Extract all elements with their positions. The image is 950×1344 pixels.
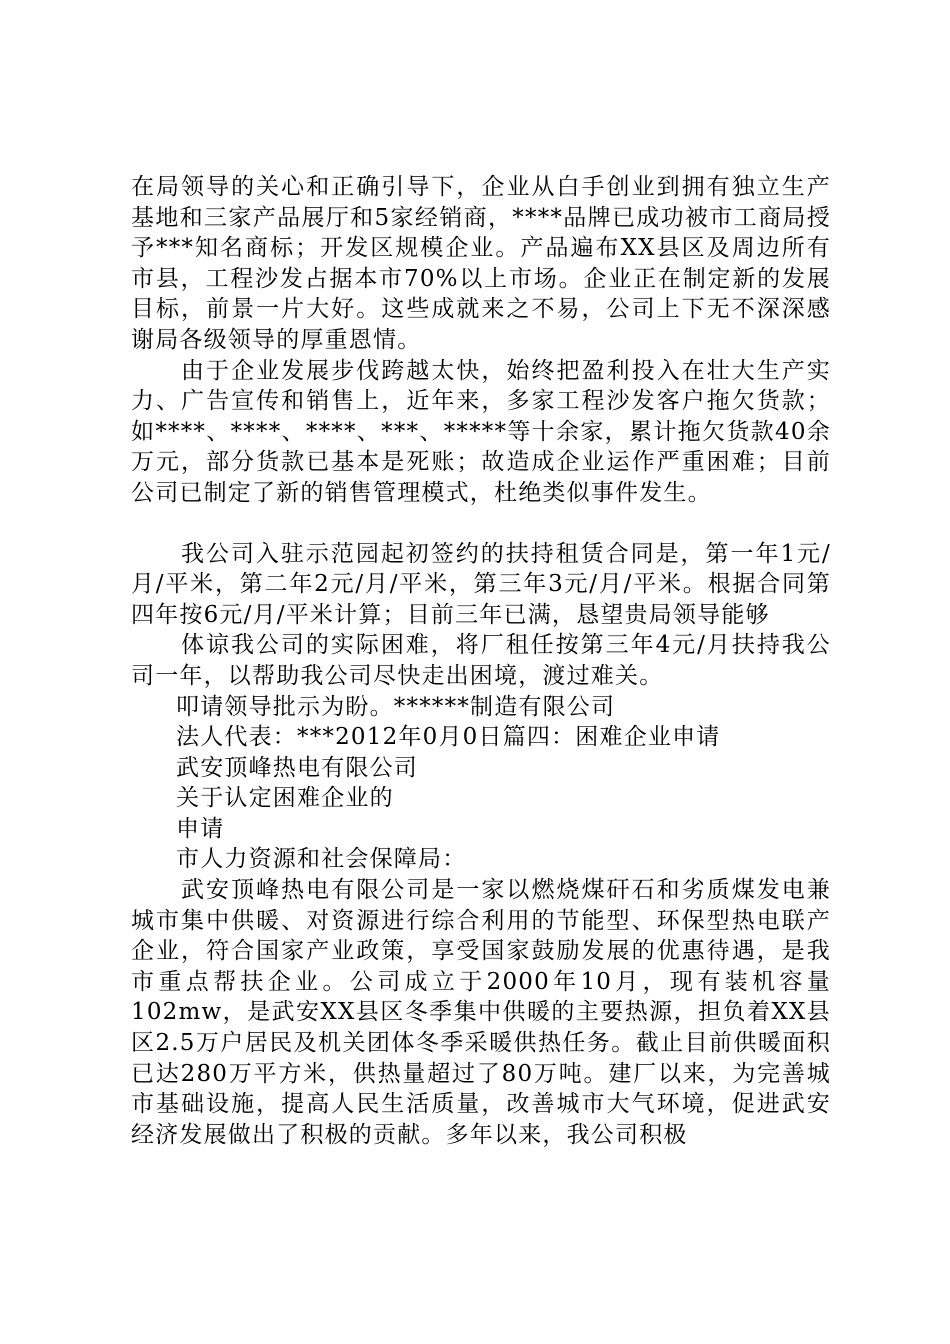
paragraph-request: 体谅我公司的实际困难，将厂租任按第三年4元/月扶持我公司一年，以帮助我公司尽快走出困境，渡过难关。: [131, 632, 831, 689]
document-body: [131, 172, 831, 1150]
closing-line: 叩请领导批示为盼。******制造有限公司: [176, 693, 616, 720]
paragraph-company-intro: 武安顶峰热电有限公司是一家以燃烧煤矸石和劣质煤发电兼城市集中供暖、对资源进行综合利用的节能型、环保型热电联产企业，符合国家产业政策，享受国家鼓励发展的优惠待遇，是我市重点帮扶企业。公司成立于2000年10月，现有装机容量102mw，是武安XX县区冬季集中供暖的主要热源，担负着XX县区2.5万户居民及机关团体冬季采暖供热任务。截止目前供暖面积已达280万平方米，供热量超过了80万吨。建厂以来，为完善城市基础设施，提高人民生活质量，改善城市大气环境，促进武安经济发展做出了积极的贡献。多年以来，我公司积极: [131, 877, 831, 1148]
company-name-line: 武安顶峰热电有限公司: [176, 754, 418, 781]
addressee-line: 市人力资源和社会保障局：: [176, 846, 467, 873]
paragraph-arrears: 由于企业发展步伐跨越太快，始终把盈利投入在壮大生产实力、广告宣传和销售上，近年来，多家工程沙发客户拖欠货款；如****、****、****、***、*****等十余家，累计拖欠货款40余万元，部分货款已基本是死账；故造成企业运作严重困难；目前公司已制定了新的销售管理模式，杜绝类似事件发生。: [131, 357, 831, 506]
paragraph-achievements: 在局领导的关心和正确引导下，企业从白手创业到拥有独立生产基地和三家产品展厅和5家经销商，****品牌已成功被市工商局授予***知名商标；开发区规模企业。产品遍布XX县区及周边所有市县，工程沙发占据本市70%以上市场。企业正在制定新的发展目标，前景一片大好。这些成就来之不易，公司上下无不深深感谢局各级领导的厚重恩情。: [131, 174, 831, 353]
title-line-2: 申请: [176, 815, 225, 842]
title-line-1: 关于认定困难企业的: [176, 785, 394, 812]
legal-representative-line: 法人代表：***2012年0月0日篇四：困难企业申请: [176, 724, 721, 751]
paragraph-lease-contract: 我公司入驻示范园起初签约的扶持租赁合同是，第一年1元/月/平米，第二年2元/月/平米，第三年3元/月/平米。根据合同第四年按6元/月/平米计算；目前三年已满，恳望贵局领导能够: [131, 540, 831, 628]
